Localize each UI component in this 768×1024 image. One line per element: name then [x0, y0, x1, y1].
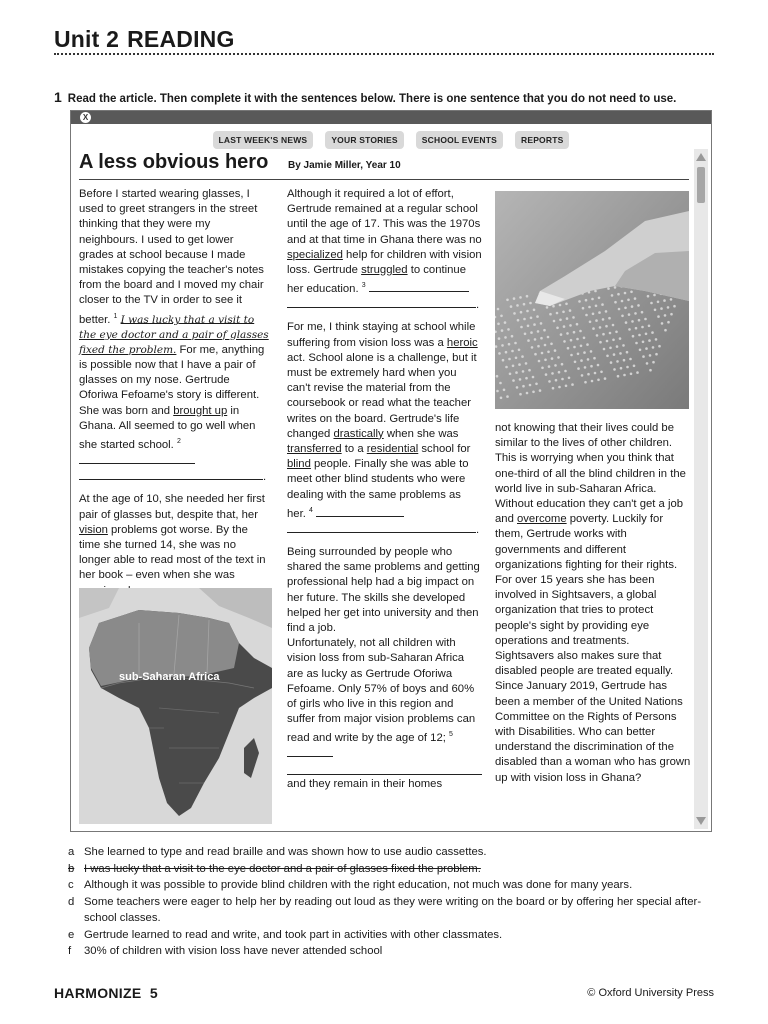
- gap-4-blank[interactable]: [316, 506, 404, 517]
- exercise-instruction: [54, 89, 676, 105]
- scrollbar[interactable]: [694, 149, 708, 829]
- scroll-up-arrow-icon[interactable]: [696, 153, 706, 161]
- article-window: [70, 110, 712, 832]
- tab-reports[interactable]: REPORTS: [515, 131, 570, 149]
- map-label: sub-Saharan Africa: [119, 671, 220, 683]
- footer-copyright: © Oxford University Press: [587, 987, 714, 999]
- gap-5-blank-line[interactable]: [287, 763, 482, 775]
- paragraph: Although it required a lot of effort, Gertrude remained at a regular school until the age of 17. This was the 1970s and at that time in Ghana there was no specialized help for children with vision loss. Gertrude struggled to continue her education. $^3$ .: [287, 188, 482, 312]
- option-d: d Some teachers were eager to help her by reading out loud as they were writing on the board or by offering her special after-school classes.: [68, 895, 702, 924]
- handwritten-answer: I was lucky that a visit to the eye doctor and a pair of glasses fixed the problem.: [79, 313, 269, 356]
- article-headline: A less obvious hero: [79, 151, 269, 173]
- answer-options: [68, 844, 718, 960]
- paragraph: Before I started wearing glasses, I used to greet strangers in the street thinking that they were my neighbours. I used to get lower grades at school because I made mistakes copying the teacher's notes from the board and I moved my chair closer to the TV in order to see it better. $^1$ I was lucky that a visit to the eye doctor and a pair of glasses fixed the problem. For me, anything is possible now that I have a pair of glasses on my nose. Gertrude Oforiwa Fefoame's story is different. She was born and brought up in Ghana. All seemed to go well when she started school. $^2$ .: [79, 188, 269, 484]
- option-b-used: b I was lucky that a visit to the eye doctor and a pair of glasses fixed the problem.: [68, 862, 481, 875]
- exercise-number: 1: [54, 89, 62, 105]
- tab-last-weeks-news[interactable]: LAST WEEK'S NEWS: [213, 131, 314, 149]
- article-byline: By Jamie Miller, Year 10: [288, 160, 401, 171]
- option-f: f 30% of children with vision loss have never attended school: [68, 945, 383, 957]
- page-number: 5: [149, 985, 158, 1001]
- section-title: READING: [127, 26, 235, 52]
- paragraph: For me, I think staying at school while suffering from vision loss was a heroic act. School alone is a challenge, but it must be extremely hard when you can't revise the material from the coursebook or read what the teacher writes on the board. Gertrude's life changed drastically when she was transferred to a residential school for blind people. Finally she was able to meet other blind students who were dealing with the same problems as her. $^4$ .: [287, 321, 480, 536]
- article-column-3: [495, 421, 691, 793]
- article-column-2: [287, 187, 482, 799]
- gap-5-blank[interactable]: [287, 746, 333, 757]
- option-e: e Gertrude learned to read and write, and took part in activities with other classmates.: [68, 928, 503, 941]
- scroll-thumb[interactable]: [697, 167, 705, 203]
- tab-your-stories[interactable]: YOUR STORIES: [325, 131, 403, 149]
- gap-2-blank-line[interactable]: [79, 469, 263, 480]
- close-icon[interactable]: X: [80, 112, 91, 123]
- article-column-1: [79, 187, 269, 606]
- paragraph: At the age of 10, she needed her first pair of glasses but, despite that, her vision problems got worse. By the time she turned 14, she was no longer able to read most of the text in her book – even when she was: [79, 493, 266, 582]
- paragraph: Being surrounded by people who shared the same problems and getting professional help had a big impact on her future. The skills she developed helped her get into university and then find a job.: [287, 546, 480, 635]
- scroll-down-arrow-icon[interactable]: [696, 817, 706, 825]
- gap-2-blank[interactable]: [79, 453, 195, 464]
- window-titlebar: [71, 111, 711, 124]
- gap-4-blank-line[interactable]: [287, 522, 476, 533]
- unit-number: Unit 2: [54, 26, 120, 52]
- option-a: a She learned to type and read braille and was shown how to use audio cassettes.: [68, 846, 487, 858]
- gap-3-blank[interactable]: [369, 281, 469, 292]
- gap-3-blank-line[interactable]: [287, 297, 476, 308]
- unit-title: [54, 26, 235, 53]
- tab-school-events[interactable]: SCHOOL EVENTS: [416, 131, 503, 149]
- dotted-divider: [54, 53, 714, 55]
- headline-rule: [79, 179, 689, 180]
- option-c: c Although it was possible to provide blind children with the right education, not much was done for many years.: [68, 879, 633, 891]
- paragraph: Unfortunately, not all children with vision loss from sub-Saharan Africa are as lucky as Gertrude Oforiwa Fefoame. Only 57% of boys and 60% of girls who live in this region and suffer from major vision problems can read and write by the age of 12; $^5$ and they remain in their homes: [287, 636, 482, 792]
- footer-brand: HARMONIZE 5: [54, 985, 158, 1001]
- instruction-text: Read the article. Then complete it with the sentences below. There is one sentence that you do not need to use.: [67, 93, 677, 105]
- africa-map-image: [79, 588, 272, 824]
- nav-tabs: [71, 131, 711, 149]
- braille-photo-image: [495, 191, 689, 409]
- paragraph: not knowing that their lives could be similar to the lives of other children. This is worrying when you think that one-third of all the blind children in the world live in sub-Saharan Africa. Without education they can't get a job and overcome poverty. Luckily for them, Gertrude works with governments and different organizations fighting for their rights. For over 15 years she has been involved in Sightsavers, a global organization that tries to protect people's sight by providing eye operations and treatments. Sightsavers also makes sure that disabled people are treated equally. Since January 2019, Gertrude has been a member of the United Nations Committee on the Rights of Persons with Disabilities. Who can better understand the discrimination of the disabled than a woman who has grown up with vision loss in Ghana?: [495, 422, 691, 784]
